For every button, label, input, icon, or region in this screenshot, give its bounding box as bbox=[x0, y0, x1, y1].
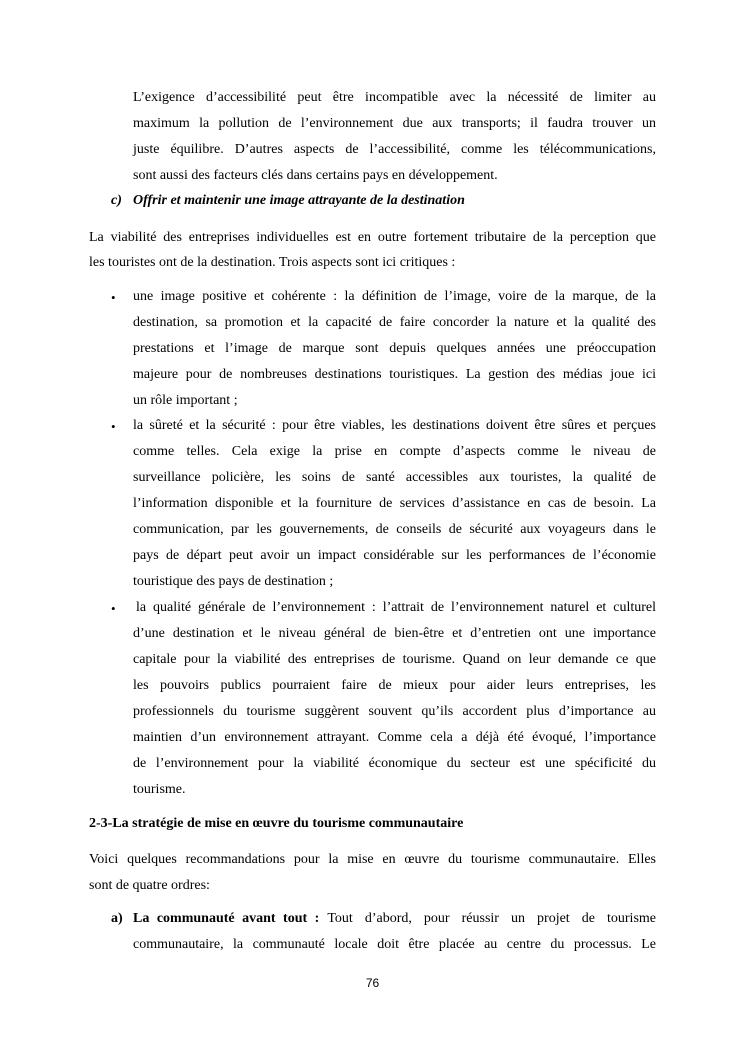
paragraph-line: juste équilibre. D’autres aspects de l’accessibilité, comme les télécommunications, bbox=[133, 142, 656, 157]
bullet-line: surveillance policière, les soins de santé accessibles aux touristes, la qualité de bbox=[133, 470, 656, 485]
list-item-bold: La communauté avant tout : bbox=[133, 911, 320, 926]
subheading-marker: c) bbox=[111, 193, 122, 208]
bullet-line: la sûreté et la sécurité : pour être viables, les destinations doivent être sûres et perçues bbox=[133, 418, 656, 433]
bullet-line: capitale pour la viabilité des entreprises de tourisme. Quand on leur demande ce que bbox=[133, 652, 656, 667]
bullet-line: d’une destination et le niveau général de bien-être et d’entretien ont une importance bbox=[133, 626, 656, 641]
bullet-line: un rôle important ; bbox=[133, 393, 238, 408]
list-marker: a) bbox=[111, 911, 123, 926]
bullet-icon: • bbox=[111, 419, 116, 434]
paragraph-line: sont aussi des facteurs clés dans certains pays en développement. bbox=[133, 168, 498, 183]
bullet-line: une image positive et cohérente : la définition de l’image, voire de la marque, de la bbox=[133, 289, 656, 304]
list-item-text: Tout d’abord, pour réussir un projet de tourisme bbox=[327, 911, 656, 926]
bullet-icon: • bbox=[111, 601, 116, 616]
bullet-line: de l’environnement pour la viabilité économique du secteur est une spécificité du bbox=[133, 756, 656, 771]
bullet-line: les pouvoirs publics pourraient faire de mieux pour aider leurs entreprises, les bbox=[133, 678, 656, 693]
paragraph-line: les touristes ont de la destination. Trois aspects sont ici critiques : bbox=[89, 255, 456, 270]
bullet-line: tourisme. bbox=[133, 782, 186, 797]
paragraph-line: sont de quatre ordres: bbox=[89, 878, 210, 893]
page-number: 76 bbox=[365, 976, 380, 990]
bullet-line: l’information disponible et la fourniture de services d’assistance en cas de besoin. La bbox=[133, 496, 656, 511]
bullet-line: majeure pour de nombreuses destinations touristiques. La gestion des médias joue ici bbox=[133, 367, 656, 382]
paragraph-line: La viabilité des entreprises individuelles est en outre fortement tributaire de la perception que bbox=[89, 230, 656, 245]
paragraph-line: maximum la pollution de l’environnement due aux transports; il faudra trouver un bbox=[133, 116, 656, 131]
bullet-line: maintien d’un environnement attrayant. Comme cela a déjà été évoqué, l’importance bbox=[133, 730, 656, 745]
paragraph-line: Voici quelques recommandations pour la mise en œuvre du tourisme communautaire. Elles bbox=[89, 852, 656, 867]
bullet-line: professionnels du tourisme suggèrent souvent qu’ils accordent plus d’importance au bbox=[133, 704, 656, 719]
section-heading: 2-3-La stratégie de mise en œuvre du tourisme communautaire bbox=[89, 816, 464, 831]
bullet-line: comme telles. Cela exige la prise en compte d’aspects comme le niveau de bbox=[133, 444, 656, 459]
bullet-line: touristique des pays de destination ; bbox=[133, 574, 334, 589]
list-item-a bbox=[133, 910, 656, 928]
subheading-c: Offrir et maintenir une image attrayante de la destination bbox=[133, 193, 465, 208]
bullet-line: prestations et l’image de marque sont depuis quelques années une préoccupation bbox=[133, 341, 656, 356]
bullet-line: destination, sa promotion et la capacité de faire concorder la nature et la qualité des bbox=[133, 315, 656, 330]
bullet-line: pays de départ peut avoir un impact considérable sur les performances de l’économie bbox=[133, 548, 656, 563]
bullet-line: la qualité générale de l’environnement : l’attrait de l’environnement naturel et culturel bbox=[136, 600, 656, 615]
bullet-line: communication, par les gouvernements, de conseils de sécurité aux voyageurs dans le bbox=[133, 522, 656, 537]
paragraph-line: L’exigence d’accessibilité peut être incompatible avec la nécessité de limiter au bbox=[133, 90, 656, 105]
list-item-line: communautaire, la communauté locale doit être placée au centre du processus. Le bbox=[133, 937, 656, 952]
bullet-icon: • bbox=[111, 290, 116, 305]
